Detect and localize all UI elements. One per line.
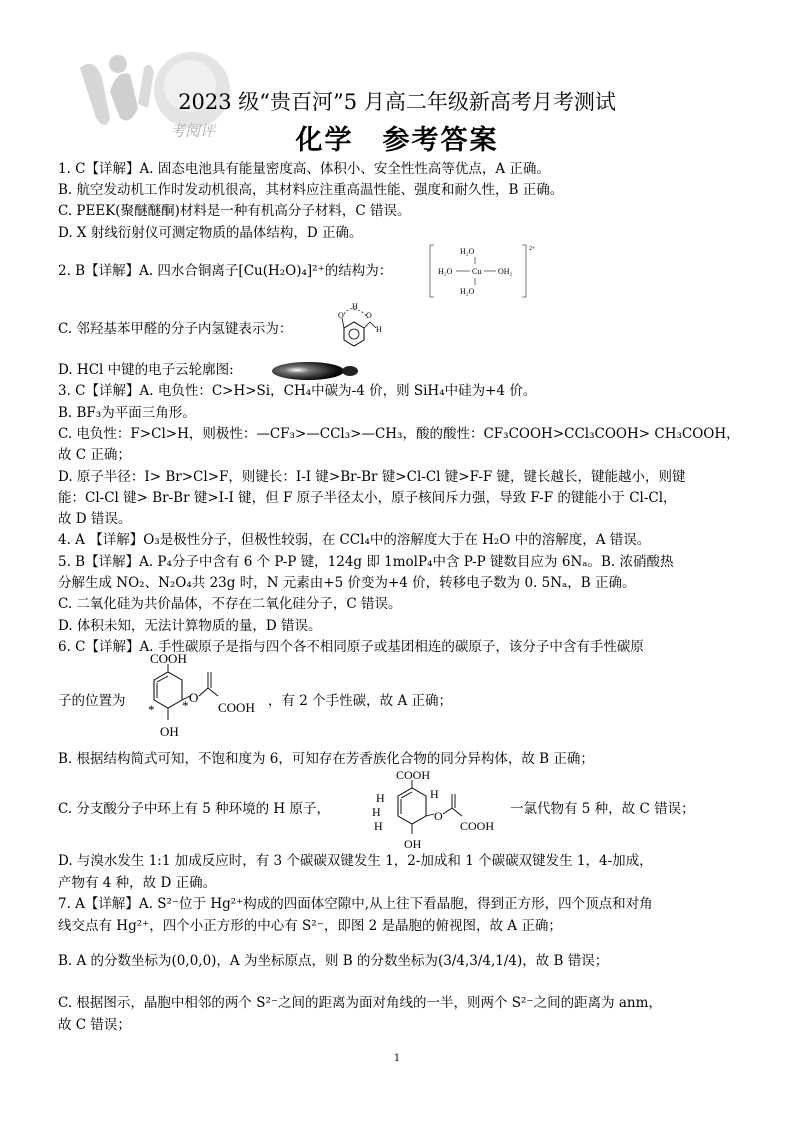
metal: Cu bbox=[472, 267, 482, 276]
text-line: 子的位置为 bbox=[58, 693, 126, 709]
chorismic-acid-structure-c bbox=[368, 768, 508, 852]
text-line: B. 根据结构简式可知，不饱和度为 6，可知存在芳香族化合物的同分异构体，故 B 正确； bbox=[58, 751, 594, 767]
charge: 2+ bbox=[529, 246, 536, 252]
text-line: 故 C 正确； bbox=[58, 447, 131, 463]
chiral-mark: * bbox=[182, 698, 189, 713]
group: COOH bbox=[150, 651, 187, 666]
text-line: 能：Cl-Cl 键> Br-Br 键>I-I 键，但 F 原子半径太小，原子核间斥力强，导致 F-F 的键能小于 Cl-Cl， bbox=[58, 490, 677, 506]
group: OH bbox=[404, 837, 422, 851]
text-line: 3. C【详解】A. 电负性：C>H>Si，CH₄中碳为-4 价，则 SiH₄中硅为+4 价。 bbox=[58, 383, 537, 399]
text-line: 故 C 错误； bbox=[58, 1017, 131, 1033]
text-line: C. PEEK(聚醚醚酮)材料是一种有机高分子材料，C 错误。 bbox=[58, 203, 411, 219]
page-title: 2023 级“贵百河”5 月高二年级新高考月考测试 bbox=[178, 90, 616, 114]
ligand: H₂O bbox=[460, 287, 475, 296]
ligand: H₂O bbox=[460, 247, 475, 256]
text-line: D. X 射线衍射仪可测定物质的晶体结构，D 正确。 bbox=[58, 225, 363, 241]
chiral-mark: * bbox=[148, 702, 155, 717]
atom: O bbox=[366, 311, 372, 320]
text-line: D. 体积未知，无法计算物质的量，D 错误。 bbox=[58, 618, 322, 634]
atom: O bbox=[189, 690, 199, 705]
chorismic-acid-structure-a bbox=[132, 650, 262, 744]
text-line: B. 航空发动机工作时发动机很高，其材料应注重高温性能、强度和耐久性，B 正确。 bbox=[58, 182, 564, 198]
atom: H bbox=[376, 325, 382, 334]
text-line: 4. A 【详解】O₃是极性分子，但极性较弱，在 CCl₄中的溶解度大于在 H₂O 中的溶解度，A 错误。 bbox=[58, 532, 651, 548]
text-line: B. A 的分数坐标为(0,0,0)，A 为坐标原点，则 B 的分数坐标为(3/4,3/4,1/4)，故 B 错误； bbox=[58, 953, 609, 969]
group: COOH bbox=[218, 700, 255, 715]
group: COOH bbox=[460, 819, 495, 833]
text-line: 线交点有 Hg²⁺，四个小正方形的中心有 S²⁻，即图 2 是晶胞的俯视图，故 A 正确； bbox=[58, 918, 562, 934]
text-line: 一氯代物有 5 种，故 C 错误； bbox=[510, 801, 695, 817]
logo-text: 考阅评 bbox=[170, 124, 216, 140]
atom: H bbox=[430, 787, 439, 801]
text-line: 5. B【详解】A. P₄分子中含有 6 个 P-P 键，124g 即 1molP₄中含 P-P 键数目应为 6Nₐ。B. 浓硝酸热 bbox=[58, 554, 674, 570]
text-line: 7. A【详解】A. S²⁻位于 Hg²⁺构成的四面体空隙中,从上往下看晶胞，得到正方形，四个顶点和对角 bbox=[58, 896, 653, 912]
page-subtitle: 化学 参考答案 bbox=[295, 125, 499, 156]
page-number: 1 bbox=[393, 1053, 401, 1064]
atom: H bbox=[376, 791, 385, 805]
atom: H bbox=[352, 302, 358, 311]
atom: H bbox=[374, 819, 383, 833]
group: OH bbox=[160, 724, 179, 739]
ligand: OH₂ bbox=[498, 267, 513, 276]
hcl-electron-cloud bbox=[270, 360, 362, 382]
text-line: 分解生成 NO₂、N₂O₄共 23g 时，N 元素由+5 价变为+4 价，转移电子数为 0. 5Nₐ，B 正确。 bbox=[58, 575, 636, 591]
text-line: B. BF₃为平面三角形。 bbox=[58, 405, 196, 421]
group: COOH bbox=[396, 768, 431, 782]
cu-complex-structure bbox=[428, 242, 540, 300]
salicylaldehyde-structure bbox=[330, 300, 386, 356]
text-line: C. 邻羟基苯甲醛的分子内氢键表示为： bbox=[58, 321, 293, 337]
text-line: D. HCl 中键的电子云轮廓图: bbox=[58, 362, 234, 378]
atom: H bbox=[372, 805, 381, 819]
ligand: H₂O bbox=[438, 267, 453, 276]
text-line: ，有 2 个手性碳，故 A 正确； bbox=[268, 693, 453, 709]
atom: O bbox=[434, 809, 443, 823]
text-line: C. 二氧化硅为共价晶体，不存在二氧化硅分子，C 错误。 bbox=[58, 596, 402, 612]
text-line: D. 原子半径：I> Br>Cl>F，则键长：I-I 键>Br-Br 键>Cl-Cl 键>F-F 键，键长越长，键能越小，则键 bbox=[58, 469, 686, 485]
text-line: C. 根据图示，晶胞中相邻的两个 S²⁻之间的距离为面对角线的一半，则两个 S²⁻之间的距离为 anm， bbox=[58, 995, 662, 1011]
text-line: D. 与溴水发生 1:1 加成反应时，有 3 个碳碳双键发生 1，2-加成和 1 个碳碳双键发生 1，4-加成， bbox=[58, 853, 653, 869]
text-line: 故 D 错误。 bbox=[58, 511, 132, 527]
text-line: 6. C【详解】A. 手性碳原子是指与四个各不相同原子或基团相连的碳原子，该分子中含有手性碳原 bbox=[58, 639, 644, 655]
text-line: 产物有 4 种，故 D 正确。 bbox=[58, 875, 217, 891]
text-line: C. 电负性：F>Cl>H，则极性：—CF₃>—CCl₃>—CH₃，酸的酸性：CF₃COOH>CCl₃COOH> CH₃COOH， bbox=[58, 426, 740, 442]
text-line: 1. C【详解】A. 固态电池具有能量密度高、体积小、安全性性高等优点，A 正确。 bbox=[58, 161, 550, 177]
text-line: 2. B【详解】A. 四水合铜离子[Cu(H₂O)₄]²⁺的结构为： bbox=[58, 263, 393, 279]
atom: O bbox=[338, 311, 344, 320]
text-line: C. 分支酸分子中环上有 5 种环境的 H 原子， bbox=[58, 801, 330, 817]
